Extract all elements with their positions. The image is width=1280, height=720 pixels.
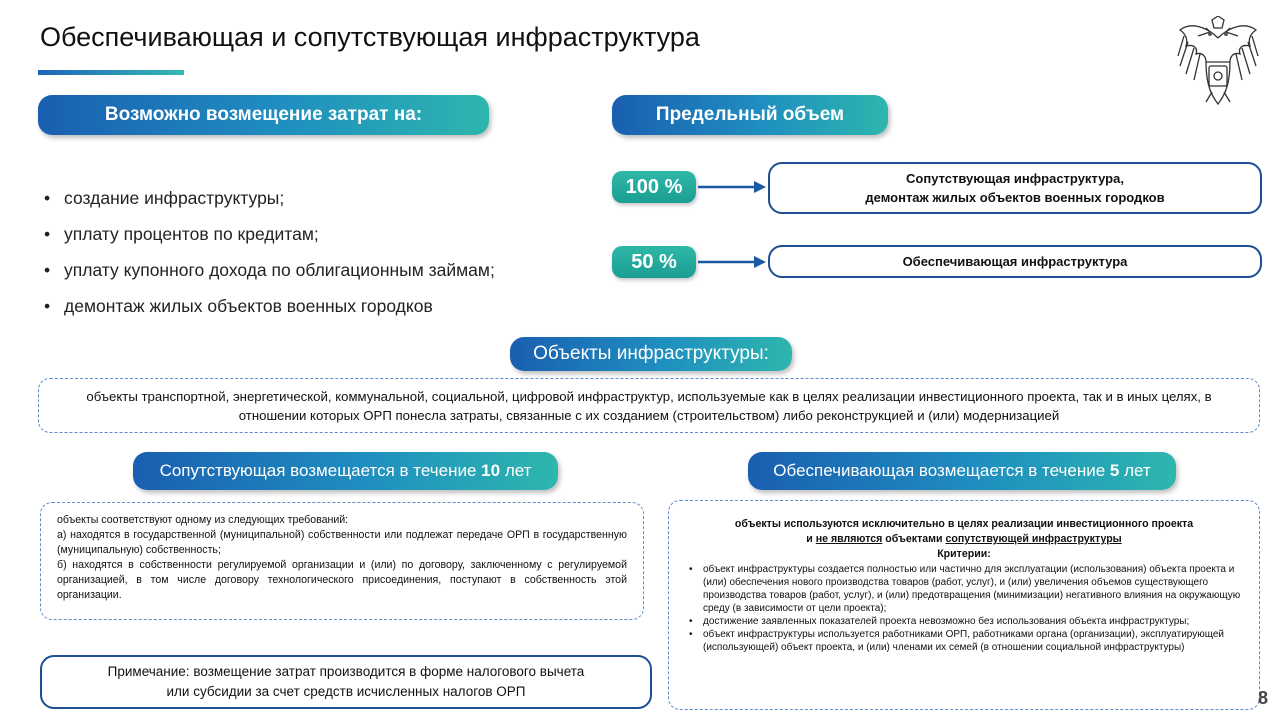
reimbursement-heading-text: Возможно возмещение затрат на:: [104, 104, 423, 125]
arrow-right-icon: [698, 179, 768, 195]
list-item: • уплату процентов по кредитам;: [38, 221, 548, 247]
supporting-line2-type: сопутствующей инфраструктуры: [945, 533, 1122, 545]
objects-heading-text: Объекты инфраструктуры:: [533, 343, 769, 364]
criteria-label: Критерии:: [937, 548, 991, 560]
supporting-line2-pre: и: [806, 533, 816, 545]
accompanying-criteria-box: [40, 502, 644, 620]
coat-of-arms-icon: [1176, 16, 1260, 108]
supporting-criteria-box: [668, 500, 1260, 710]
list-item: • достижение заявленных показателей проекта невозможно без использования объекта инфраструктуры;: [679, 615, 1249, 628]
percent-50-badge: [612, 246, 696, 278]
title-underline: [38, 70, 184, 75]
note-line2: или субсидии за счет средств исчисленных налогов ОРП: [166, 684, 526, 699]
note-box: [40, 655, 652, 709]
reimbursement-list: [38, 185, 548, 329]
limit-100-box: [768, 162, 1262, 214]
supporting-line2: [679, 532, 1249, 547]
list-item: • объект инфраструктуры используется работниками ОРП, работниками органа (организации), эксплуатирующей (использующей) объект проекта, и (или) членами их семей (в отношении социальной инфраструктуры): [679, 628, 1249, 654]
percent-50-text: 50 %: [631, 250, 677, 273]
limit-100-line1: Сопутствующая инфраструктура,: [906, 171, 1124, 186]
percent-100-text: 100 %: [625, 175, 683, 198]
accompanying-heading: [133, 452, 558, 490]
objects-heading: [510, 337, 792, 371]
supporting-heading: [748, 452, 1176, 490]
supporting-line2-not: не являются: [815, 533, 883, 545]
accompanying-heading-prefix: Сопутствующая возмещается в течение: [159, 461, 482, 480]
list-item: • демонтаж жилых объектов военных городков: [38, 293, 548, 319]
limit-50-line1: Обеспечивающая инфраструктура: [902, 254, 1128, 269]
page-title: Обеспечивающая и сопутствующая инфраструктура: [40, 22, 700, 52]
note-line1: Примечание: возмещение затрат производится в форме налогового вычета: [107, 664, 585, 679]
accompanying-heading-suffix: лет: [500, 461, 532, 480]
list-item: • объект инфраструктуры создается полностью или частично для эксплуатации (использования) объекта проекта и (или) обеспечения нового производства товаров (работ, услуг), и (или) увеличения объемов существующего производства товаров (работ, услуг), и (или) предотвращения (минимизации) негативного влияния на окружающую среду (в зависимости от цели проекта);: [679, 563, 1249, 615]
accompanying-heading-number: 10: [481, 461, 501, 480]
percent-100-badge: [612, 171, 696, 203]
accompanying-point-b: б) находятся в собственности регулируемой организации и (или) по договору, заключенному с регулируемой организацией, в том числе договору технологического присоединения, поступают в собственность этой организации.: [57, 559, 627, 601]
criteria-list: [679, 563, 1249, 654]
supporting-heading-number: 5: [1109, 461, 1120, 480]
supporting-line1: объекты используются исключительно в целях реализации инвестиционного проекта: [734, 518, 1194, 530]
arrow-right-icon: [698, 254, 768, 270]
objects-definition-box: [38, 378, 1260, 433]
list-item: • создание инфраструктуры;: [38, 185, 548, 211]
accompanying-point-a: а) находятся в государственной (муниципальной) собственности или подлежат передаче ОРП в государственную (муниципальную) собственность;: [57, 529, 627, 556]
supporting-heading-prefix: Обеспечивающая возмещается в течение: [773, 461, 1110, 480]
limit-50-box: [768, 245, 1262, 278]
limit-100-line2: демонтаж жилых объектов военных городков: [865, 190, 1165, 205]
list-item: • уплату купонного дохода по облигационным займам;: [38, 257, 548, 283]
supporting-line2-mid: объектами: [882, 533, 946, 545]
reimbursement-heading: [38, 95, 489, 135]
objects-definition-text: объекты транспортной, энергетической, коммунальной, социальной, цифровой инфраструктур, используемые как в целях реализации инвестиционного проекта, так и в иных целях, в отношении которых ОРП понесла затраты, связанные с их созданием (строительством) либо реконструкцией и (или) модернизацией: [86, 389, 1212, 423]
limit-heading-text: Предельный объем: [655, 104, 845, 125]
supporting-heading-suffix: лет: [1119, 461, 1151, 480]
page-number: 8: [1258, 688, 1269, 708]
limit-heading: [612, 95, 888, 135]
accompanying-intro: объекты соответствуют одному из следующих требований:: [57, 514, 349, 526]
